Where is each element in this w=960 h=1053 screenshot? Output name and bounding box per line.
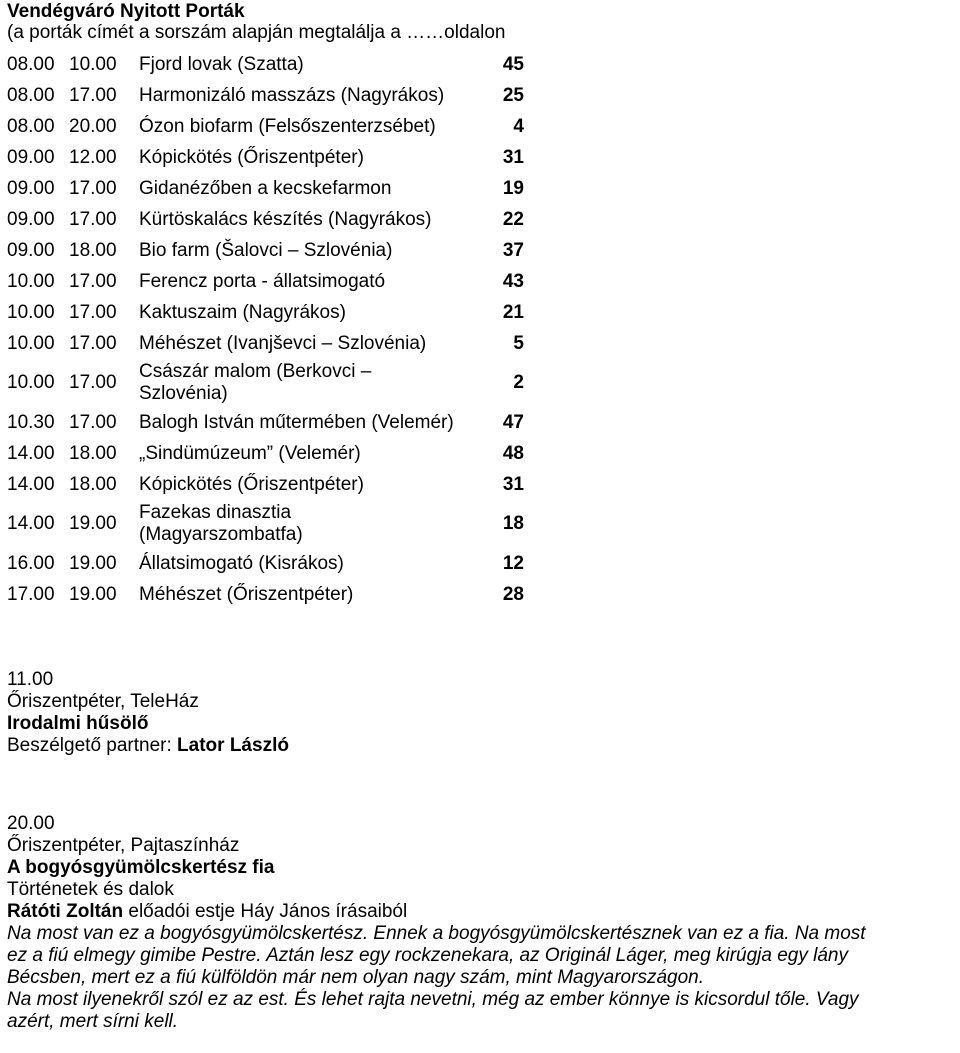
schedule-row: [7, 500, 537, 548]
schedule-row: [7, 438, 537, 469]
start-time: 09.00: [7, 208, 55, 230]
end-time: 17.00: [69, 332, 117, 354]
quote-line: azért, mert sírni kell.: [7, 1011, 179, 1032]
program-name: Balogh István műtermében (Velemér): [139, 411, 454, 433]
end-time: 17.00: [69, 208, 117, 230]
start-time: 14.00: [7, 513, 55, 534]
event-time: 11.00: [7, 669, 54, 690]
program-name: [139, 361, 494, 405]
start-time: 08.00: [7, 115, 55, 137]
page-title: Vendégváró Nyitott Porták: [7, 1, 245, 22]
program-name: Ferencz porta - állatsimogató: [139, 270, 386, 292]
program-name-line: Fazekas dinasztia: [139, 502, 292, 523]
program-name: [139, 502, 494, 546]
schedule-row: [7, 235, 537, 266]
event-title: A bogyósgyümölcskertész fia: [7, 857, 275, 878]
program-name: Gidanézőben a kecskefarmon: [139, 177, 392, 199]
partner-name: Lator László: [177, 735, 289, 756]
end-time: 12.00: [69, 146, 117, 168]
start-time: 08.00: [7, 84, 55, 106]
page-number: 37: [502, 239, 524, 261]
page-number: 5: [513, 332, 524, 354]
schedule-row: [7, 142, 537, 173]
page-number: 28: [502, 583, 524, 605]
start-time: 09.00: [7, 177, 55, 199]
end-time: 17.00: [69, 372, 117, 393]
schedule-row: [7, 469, 537, 500]
end-time: 19.00: [69, 513, 117, 534]
page-number: 2: [513, 372, 524, 393]
page-number: 22: [502, 208, 524, 230]
program-name-line: Császár malom (Berkovci –: [139, 361, 372, 382]
program-name: Kópickötés (Őriszentpéter): [139, 473, 364, 495]
schedule-row: [7, 359, 537, 407]
page-number: 31: [502, 146, 524, 168]
schedule-row: [7, 297, 537, 328]
schedule-list: [7, 49, 537, 610]
event-partner: [7, 735, 289, 757]
schedule-row: [7, 266, 537, 297]
schedule-row: [7, 111, 537, 142]
schedule-row: [7, 204, 537, 235]
start-time: 09.00: [7, 146, 55, 168]
schedule-row: [7, 173, 537, 204]
schedule-row: [7, 328, 537, 359]
program-name: Harmonizáló masszázs (Nagyrákos): [139, 84, 445, 106]
program-name: Kaktuszaim (Nagyrákos): [139, 301, 346, 323]
end-time: 18.00: [69, 442, 117, 464]
schedule-row: [7, 80, 537, 111]
schedule-row: [7, 579, 537, 610]
performer-description: előadói estje Háy János írásaiból: [123, 901, 408, 922]
start-time: 09.00: [7, 239, 55, 261]
event-subtitle: Történetek és dalok: [7, 879, 174, 900]
event-place: Őriszentpéter, TeleHáz: [7, 691, 199, 712]
start-time: 17.00: [7, 583, 55, 605]
schedule-row: [7, 407, 537, 438]
page-number: 19: [502, 177, 524, 199]
schedule-row: [7, 49, 537, 80]
start-time: 10.00: [7, 372, 55, 393]
event-title: Irodalmi hűsölő: [7, 713, 149, 734]
quote-line: ez a fiú elmegy gimibe Pestre. Aztán lesz egy rockzenekara, az Originál Láger, meg kirúgja egy lány: [7, 945, 848, 966]
quote-line: Bécsben, mert ez a fiú külföldön már nem olyan nagy szám, mint Magyarországon.: [7, 967, 704, 988]
page-number: 25: [502, 84, 524, 106]
program-name: „Sindümúzeum” (Velemér): [139, 442, 361, 464]
end-time: 19.00: [69, 552, 117, 574]
end-time: 17.00: [69, 301, 117, 323]
partner-label: Beszélgető partner:: [7, 735, 178, 756]
program-name: Kürtöskalács készítés (Nagyrákos): [139, 208, 432, 230]
program-name: Kópickötés (Őriszentpéter): [139, 146, 364, 168]
page-subtitle: (a porták címét a sorszám alapján megtalálja a ……oldalon: [7, 22, 506, 43]
program-name: Ózon biofarm (Felsőszenterzsébet): [139, 115, 436, 137]
program-name: Fjord lovak (Szatta): [139, 53, 304, 75]
quote-line: Na most ilyenekről szól ez az est. És lehet rajta nevetni, még az ember könnye is kicsordul tőle. Vagy: [7, 989, 859, 1010]
event-performer: [7, 901, 866, 923]
end-time: 18.00: [69, 239, 117, 261]
program-name: Méhészet (Ivanjševci – Szlovénia): [139, 332, 427, 354]
start-time: 10.00: [7, 270, 55, 292]
program-name: Állatsimogató (Kisrákos): [139, 552, 344, 574]
end-time: 17.00: [69, 411, 117, 433]
page-number: 4: [513, 115, 524, 137]
page-number: 48: [502, 442, 524, 464]
event-time: 20.00: [7, 813, 55, 834]
end-time: 18.00: [69, 473, 117, 495]
start-time: 10.00: [7, 332, 55, 354]
end-time: 20.00: [69, 115, 117, 137]
end-time: 17.00: [69, 270, 117, 292]
start-time: 10.30: [7, 411, 55, 433]
event-theatre: [7, 813, 866, 1033]
program-name-line: (Magyarszombatfa): [139, 524, 303, 545]
performer-name: Rátóti Zoltán: [7, 901, 124, 922]
start-time: 08.00: [7, 53, 55, 75]
page-number: 45: [502, 53, 524, 75]
page-number: 12: [502, 552, 524, 574]
program-name: Méhészet (Őriszentpéter): [139, 583, 354, 605]
start-time: 16.00: [7, 552, 55, 574]
program-name-line: Szlovénia): [139, 383, 228, 404]
program-name: Bio farm (Šalovci – Szlovénia): [139, 239, 393, 261]
event-place: Őriszentpéter, Pajtaszínház: [7, 835, 240, 856]
page-number: 47: [502, 411, 524, 433]
end-time: 17.00: [69, 177, 117, 199]
event-literary: [7, 669, 289, 757]
start-time: 14.00: [7, 442, 55, 464]
end-time: 17.00: [69, 84, 117, 106]
start-time: 10.00: [7, 301, 55, 323]
end-time: 10.00: [69, 53, 117, 75]
page-number: 18: [502, 513, 524, 534]
page-number: 31: [502, 473, 524, 495]
quote-line: Na most van ez a bogyósgyümölcskertész. Ennek a bogyósgyümölcskertésznek van ez a fia. Na most: [7, 923, 866, 944]
schedule-row: [7, 548, 537, 579]
page-number: 21: [502, 301, 524, 323]
page-number: 43: [502, 270, 524, 292]
start-time: 14.00: [7, 473, 55, 495]
end-time: 19.00: [69, 583, 117, 605]
